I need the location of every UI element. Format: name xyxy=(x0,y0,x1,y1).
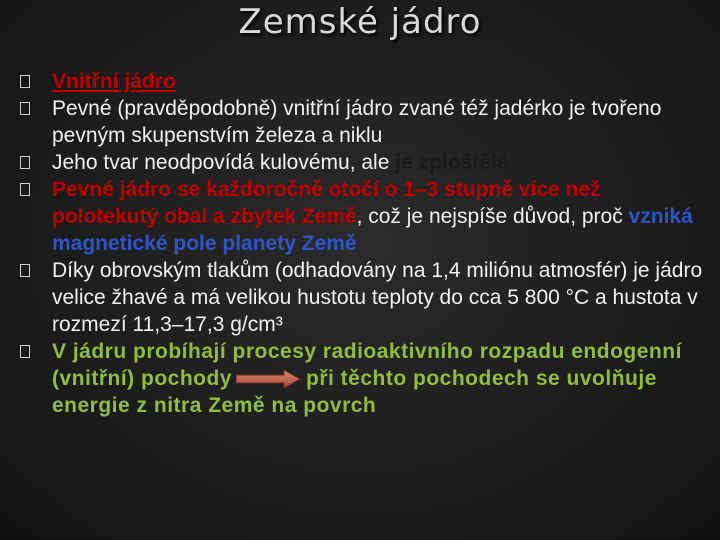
square-bullet-icon xyxy=(20,183,30,196)
bullet-item-shape xyxy=(18,149,710,176)
square-bullet-icon xyxy=(20,345,30,358)
bullet-emphasis-green: V jádru probíhají procesy radioaktivního rozpadu endogenní (vnitřní) pochody xyxy=(52,340,682,390)
square-bullet-icon xyxy=(20,75,30,88)
square-bullet-icon xyxy=(20,264,30,277)
bullet-text: Jeho tvar neodpovídá kulovému, ale xyxy=(52,151,396,174)
bullet-emphasis: je zploštělé xyxy=(395,151,509,174)
bullet-emphasis-green: při těchto pochodech se uvolňuje energie z nitra Země na povrch xyxy=(52,367,657,417)
square-bullet-icon xyxy=(20,156,30,169)
bullet-item-inner-core xyxy=(18,68,710,95)
bullet-text: , což je nejspíše důvod, proč xyxy=(356,205,629,228)
slide-title: Zemské jádro xyxy=(238,2,482,42)
bullet-text: Díky obrovským tlakům (odhadovány na 1,4 miliónu atmosfér) je jádro velice žhavé a má velikou hustotu teploty do cca 5 800 °C a hustota v rozmezí 11,3–17,3 g/cm³ xyxy=(52,259,703,336)
bullet-list xyxy=(18,68,710,419)
bullet-item-pressure xyxy=(18,257,710,338)
bullet-heading: Vnitřní jádro xyxy=(52,70,176,93)
bullet-item-radioactive xyxy=(18,338,710,419)
bullet-item-solid-core xyxy=(18,95,710,149)
bullet-item-rotation xyxy=(18,176,710,257)
right-arrow-icon xyxy=(236,370,300,388)
bullet-emphasis-blue: vzniká magnetické pole planety Země xyxy=(52,205,693,255)
square-bullet-icon xyxy=(20,102,30,115)
bullet-text: Pevné (pravděpodobně) vnitřní jádro zvané též jadérko je tvořeno pevným skupenstvím železa a niklu xyxy=(52,97,662,147)
bullet-emphasis-red: Pevné jádro se každoročně otočí o 1–3 stupně více než polotekutý obal a zbytek Země xyxy=(52,178,601,228)
